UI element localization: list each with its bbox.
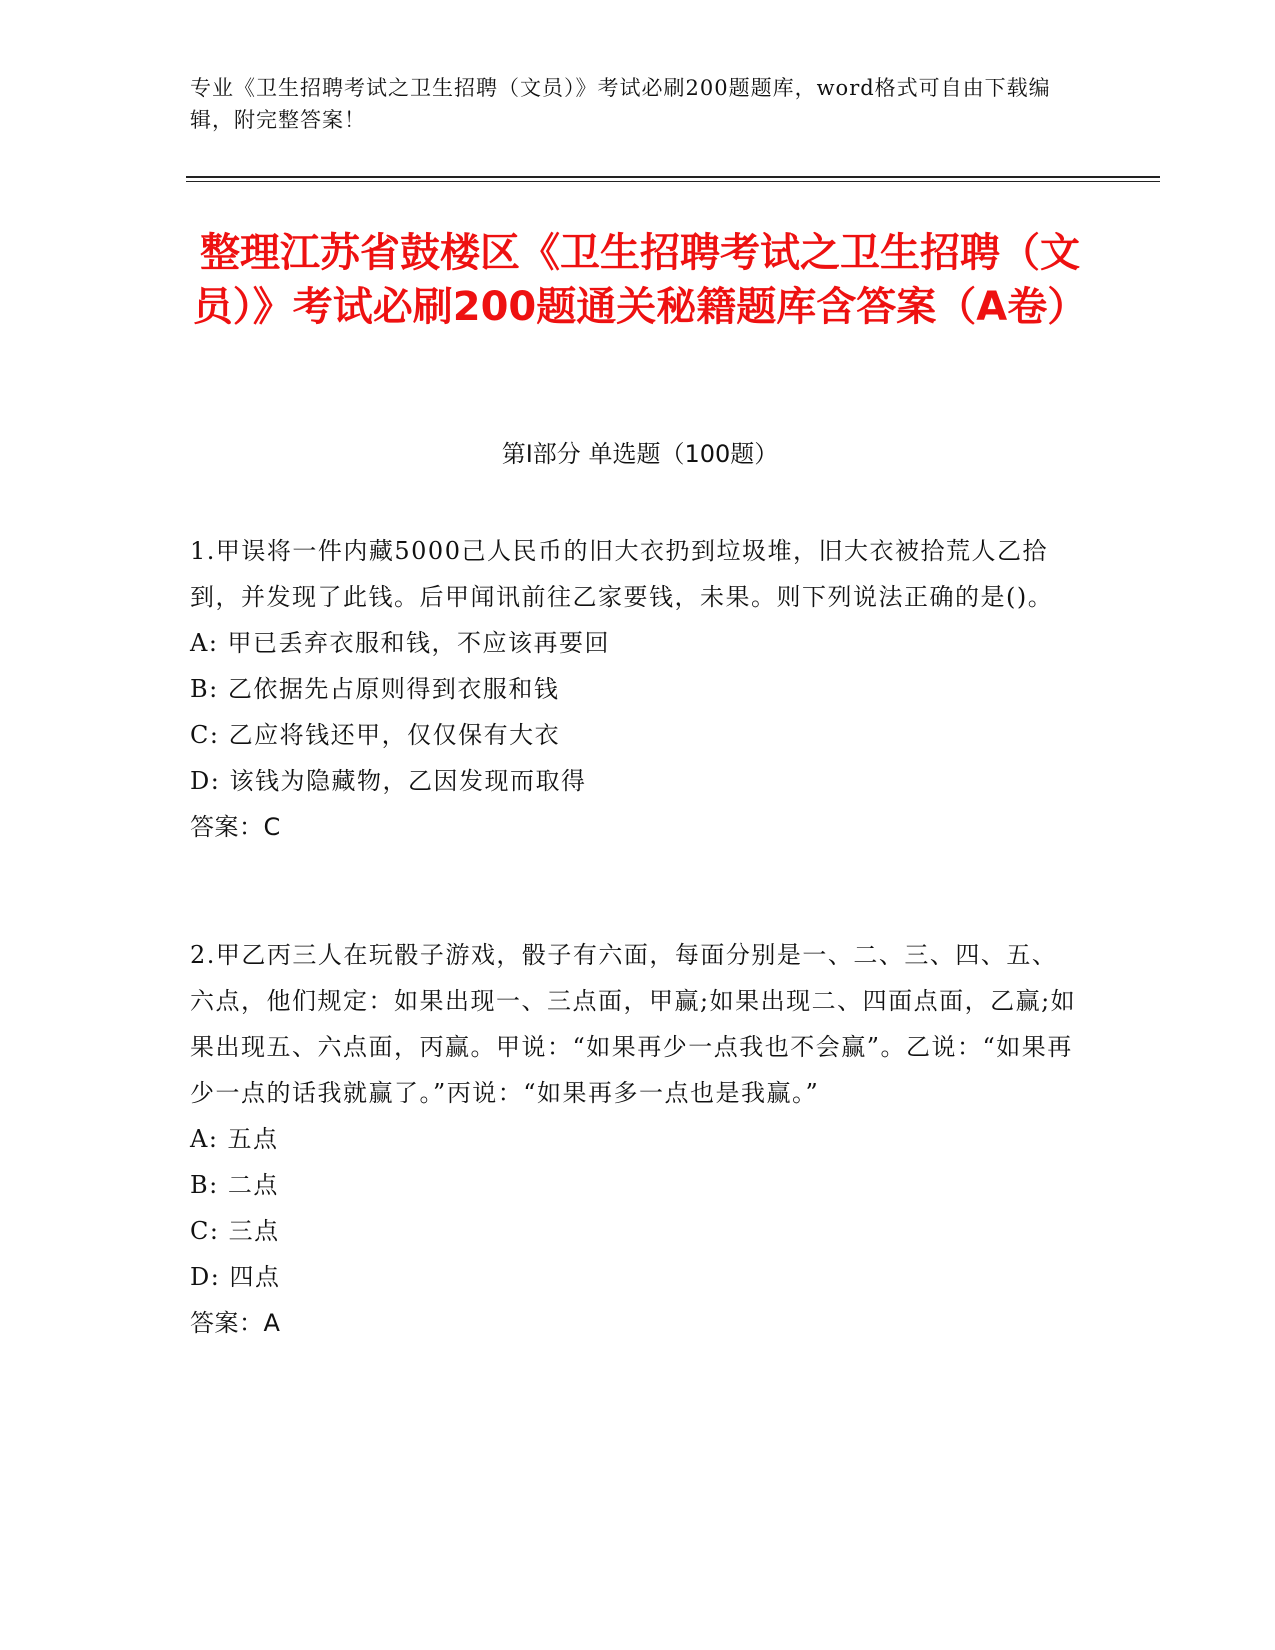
section-heading: 第Ⅰ部分 单选题（100题） [501,440,779,468]
question-stem: 2.甲乙丙三人在玩骰子游戏，骰子有六面，每面分别是一、二、三、四、五、六点，他们规定：如果出现一、三点面，甲赢;如果出现二、四面点面，乙赢;如果出现五、六点面，丙赢。甲说：“如果再少一点我也不会赢”。乙说：“如果再少一点的话我就赢了。”丙说：“如果再多一点也是我赢。” [190,941,1077,1107]
question-stem: 1.甲误将一件内藏5000己人民币的旧大衣扔到垃圾堆，旧大衣被拾荒人乙拾到，并发现了此钱。后甲闻讯前往乙家要钱，未果。则下列说法正确的是()。 [190,537,1054,611]
option-b: B: 乙依据先占原则得到衣服和钱 [190,675,560,703]
option-a: A: 甲已丢弃衣服和钱，不应该再要回 [190,629,611,657]
option-c: C: 乙应将钱还甲，仅仅保有大衣 [190,721,561,749]
header-note: 专业《卫生招聘考试之卫生招聘（文员）》考试必刷200题题库，word格式可自由下载编辑，附完整答案！ [190,76,1051,132]
option-b: B: 二点 [190,1171,279,1199]
option-d: D: 该钱为隐藏物，乙因发现而取得 [190,767,587,795]
question-1 [190,528,1080,850]
header-divider-thin [186,181,1160,182]
option-a: A: 五点 [190,1125,279,1153]
header-divider-thick [186,176,1160,178]
document-title: 整理江苏省鼓楼区《卫生招聘考试之卫生招聘（文员）》考试必刷200题通关秘籍题库含答案（A卷） [192,230,1088,330]
answer: 答案：C [190,813,281,841]
answer: 答案：A [190,1309,281,1337]
question-2 [190,932,1080,1346]
option-d: D: 四点 [190,1263,281,1291]
option-c: C: 三点 [190,1217,280,1245]
